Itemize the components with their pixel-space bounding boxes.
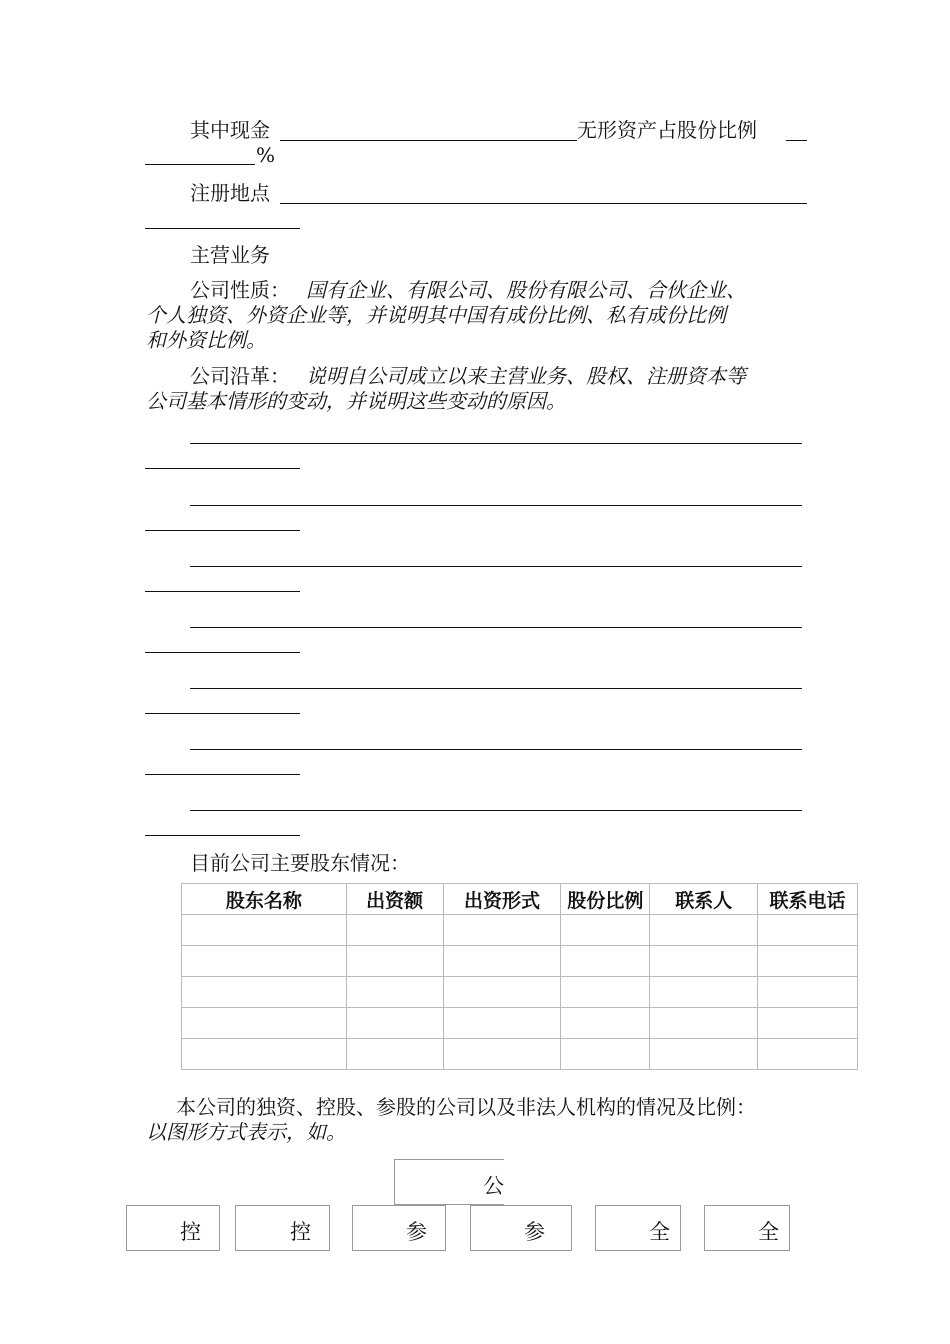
header-share-ratio: 股份比例 — [561, 884, 650, 915]
main-business-label: 主营业务 — [190, 243, 270, 267]
blank-line-tail — [145, 530, 300, 531]
table-cell — [561, 977, 650, 1008]
diagram-box-label: 控 — [290, 1220, 311, 1244]
table-cell — [758, 977, 858, 1008]
intangible-blank — [786, 140, 807, 141]
table-cell — [182, 946, 347, 977]
table-cell — [443, 1008, 561, 1039]
blank-line — [190, 810, 802, 811]
diagram-box — [235, 1205, 330, 1251]
nature-line-3: 和外资比例。 — [146, 328, 266, 352]
blank-line-tail — [145, 713, 300, 714]
reg-place-label: 注册地点 — [190, 181, 270, 205]
header-contact-person: 联系人 — [650, 884, 758, 915]
header-capital-form: 出资形式 — [443, 884, 561, 915]
diagram-box-label: 全 — [649, 1220, 670, 1244]
intangible-blank-2 — [145, 164, 255, 165]
blank-line — [190, 566, 802, 567]
history-line-1: 说明自公司成立以来主营业务、股权、注册资本等 — [306, 364, 746, 388]
diagram-box-label: 全 — [758, 1220, 779, 1244]
percent-sign: % — [256, 143, 276, 167]
blank-line-tail — [145, 468, 300, 469]
table-cell — [182, 1039, 347, 1070]
table-cell — [443, 977, 561, 1008]
table-cell — [182, 1008, 347, 1039]
diagram-box-label: 控 — [180, 1220, 201, 1244]
subsidiaries-line-1: 本公司的独资、控股、参股的公司以及非法人机构的情况及比例： — [176, 1095, 756, 1119]
table-cell — [346, 915, 443, 946]
table-cell — [346, 946, 443, 977]
blank-line-tail — [145, 835, 300, 836]
diagram-box — [126, 1205, 220, 1251]
table-row — [182, 946, 858, 977]
diagram-top-box — [394, 1159, 504, 1205]
header-contact-phone: 联系电话 — [758, 884, 858, 915]
diagram-box — [595, 1205, 681, 1251]
table-cell — [182, 977, 347, 1008]
blank-line — [190, 749, 802, 750]
table-cell — [561, 946, 650, 977]
diagram-box — [352, 1205, 446, 1251]
blank-line — [190, 627, 802, 628]
table-cell — [182, 915, 347, 946]
nature-line-2: 个人独资、外资企业等，并说明其中国有成份比例、私有成份比例 — [146, 303, 726, 327]
shareholders-title: 目前公司主要股东情况： — [190, 851, 410, 875]
header-capital-amount: 出资额 — [346, 884, 443, 915]
table-cell — [758, 946, 858, 977]
table-row — [182, 915, 858, 946]
blank-line — [190, 443, 802, 444]
table-row — [182, 1008, 858, 1039]
table-cell — [443, 1039, 561, 1070]
diagram-top-box-label: 公 — [483, 1174, 504, 1198]
blank-line-tail — [145, 591, 300, 592]
blank-line-tail — [145, 774, 300, 775]
blank-line — [190, 505, 802, 506]
table-cell — [346, 1008, 443, 1039]
nature-label: 公司性质： — [190, 278, 290, 302]
table-cell — [443, 915, 561, 946]
table-cell — [758, 915, 858, 946]
blank-line — [190, 688, 802, 689]
table-cell — [346, 977, 443, 1008]
table-row — [182, 977, 858, 1008]
table-cell — [650, 1008, 758, 1039]
diagram-box-label: 参 — [524, 1220, 545, 1244]
table-cell — [561, 915, 650, 946]
table-cell — [650, 1039, 758, 1070]
table-cell — [561, 1039, 650, 1070]
cash-blank — [280, 140, 577, 141]
table-cell — [443, 946, 561, 977]
table-row — [182, 1039, 858, 1070]
table-cell — [650, 946, 758, 977]
reg-place-blank — [280, 203, 807, 204]
history-label: 公司沿革： — [190, 364, 290, 388]
table-cell — [758, 1008, 858, 1039]
blank-line-tail — [145, 652, 300, 653]
shareholders-table — [181, 883, 858, 1070]
nature-line-1: 国有企业、有限公司、股份有限公司、合伙企业、 — [306, 278, 746, 302]
history-line-2: 公司基本情形的变动，并说明这些变动的原因。 — [146, 389, 566, 413]
table-cell — [650, 977, 758, 1008]
table-cell — [650, 915, 758, 946]
header-shareholder-name: 股东名称 — [182, 884, 347, 915]
table-cell — [561, 1008, 650, 1039]
reg-place-blank-2 — [145, 228, 300, 229]
intangible-label: 无形资产占股份比例 — [577, 118, 757, 142]
subsidiaries-line-2: 以图形方式表示，如。 — [146, 1120, 346, 1144]
table-header-row — [182, 884, 858, 915]
diagram-box — [470, 1205, 572, 1251]
diagram-box-label: 参 — [406, 1220, 427, 1244]
cash-label: 其中现金 — [190, 118, 270, 142]
table-cell — [758, 1039, 858, 1070]
table-cell — [346, 1039, 443, 1070]
diagram-box — [704, 1205, 790, 1251]
